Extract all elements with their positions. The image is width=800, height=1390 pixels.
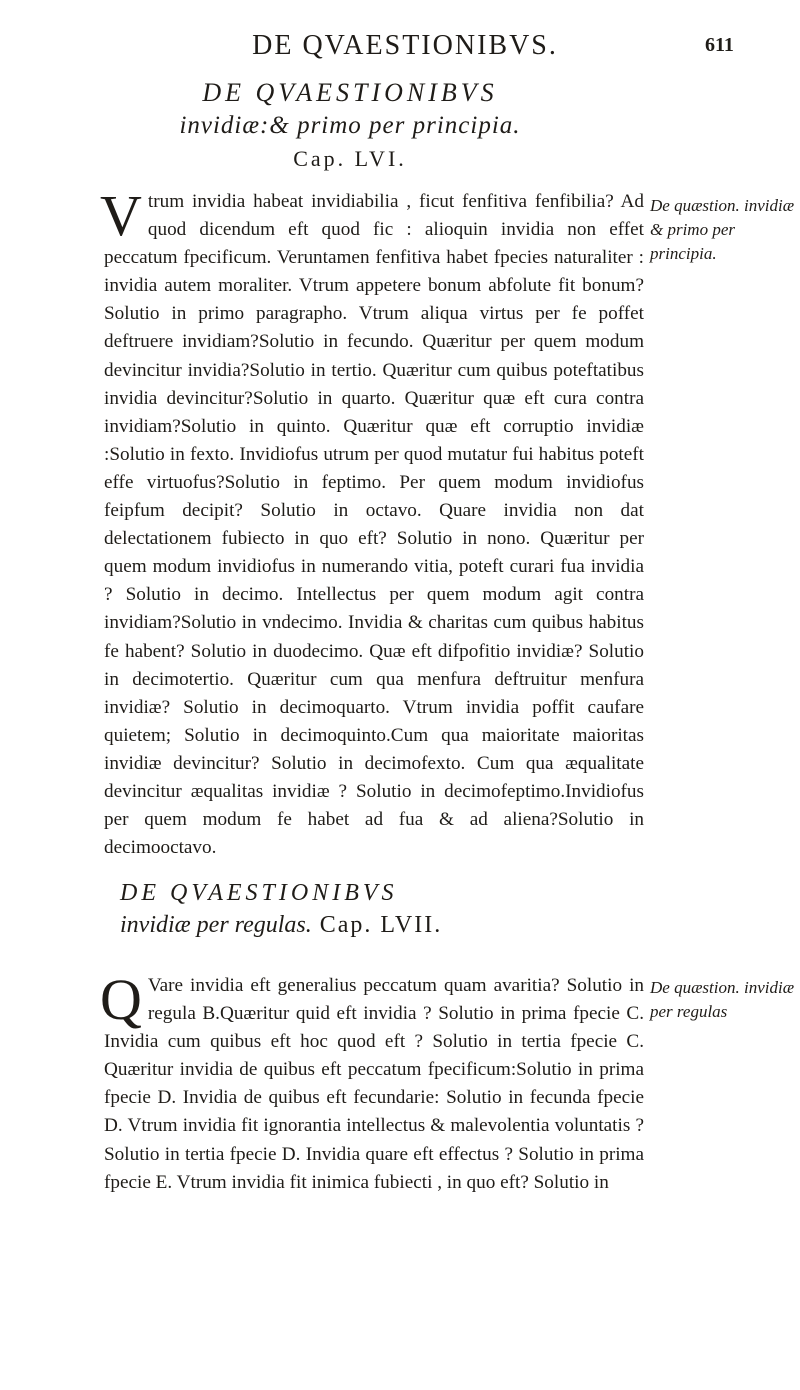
page-number: 611 <box>705 34 734 56</box>
margin-note-chapter-56: De quæstion. invidiæ & primo per principia. <box>650 196 795 263</box>
chapter-57-subtitle: invidiæ per regulas. <box>120 912 312 938</box>
chapter-57-label: Cap. LVII. <box>319 912 443 938</box>
chapter-56-subtitle: invidiæ:& primo per principia. <box>179 112 521 139</box>
dropcap-q: Q <box>100 967 142 1032</box>
chapter-56-title: DE QVAESTIONIBVS <box>202 78 498 107</box>
chapter-56-text: trum invidia habeat invidiabilia , ficut fenfitiva fenfibilia? Ad quod dicendum eft quod fic : alioquin invidia non effet peccatum fpecificum. Veruntamen fenfitiva habet fpecies naturaliter : invidia autem moraliter. Vtrum appetere bonum abfolute fit bonum? Solutio in primo paragrapho. Vtrum aliqua virtus per fe poffet deftruere invidiam?Solutio in fecundo. Quæritur per quem modum devincitur invidia?Solutio in tertio. Quæritur cum quibus poteftatibus invidia devincitur?Solutio in quarto. Quæritur quæ eft cura contra invidiam?Solutio in quinto. Quæritur quæ eft corruptio invidiæ :Solutio in fexto. Invidiofus utrum per quod mutatur fui habitus poteft effe virtuofus?Solutio in feptimo. Per quem modum invidiofus feipfum decipit? Solutio in octavo. Quare invidia non dat delectationem fubiecto in quo eft? Solutio in nono. Quæritur per quem modum invidiofus in numerando vitia, poteft curari fua invidia ? Solutio in decimo. Intellectus per quem modum agit contra invidiam?Solutio in vndecimo. Invidia & charitas cum quibus habitus fe habent? Solutio in duodecimo. Quæ eft difpofitio invidiæ? Solutio in decimotertio. Quæritur cum qua menfura deftruitur menfura invidiæ? Solutio in decimoquarto. Vtrum invidia poffit caufare quietem; Solutio in decimoquinto.Cum qua maioritate maioritas invidiæ devincitur? Solutio in decimofexto. Cum qua æqualitate devincitur æqualitas invidiæ ? Solutio in decimofeptimo.Invidiofus per quem modum fe habet ad fua & ad aliena?Solutio in decimooctavo. <box>104 191 644 859</box>
chapter-57-text: Vare invidia eft generalius peccatum quam avaritia? Solutio in regula B.Quæritur quid eft invidia ? Solutio in prima fpecie C. Invidia cum quibus eft hoc quod eft ? Solutio in tertia fpecie C. Quæritur invidia de quibus eft peccatum fpecificum:Solutio in prima fpecie D. Invidia de quibus eft fecundarie: Solutio in fecunda fpecie D. Vtrum invidia fit ignorantia intellectus & malevolentia voluntatis ? Solutio in tertia fpecie D. Invidia quare eft effectus ? Solutio in prima fpecie E. Vtrum invidia fit inimica fubiecti , in quo eft? Solutio in <box>104 975 644 1193</box>
dropcap-v: V <box>100 183 142 248</box>
margin-note-chapter-57: De quæstion. invidiæ per regulas <box>650 978 795 1021</box>
running-head: DE QVAESTIONIBVS. <box>252 30 558 61</box>
chapter-57-title: DE QVAESTIONIBVS <box>120 880 398 906</box>
chapter-57-heading-line <box>120 912 442 939</box>
chapter-57-paragraph <box>100 967 644 1197</box>
chapter-56-paragraph <box>100 183 644 862</box>
chapter-56-label: Cap. LVI. <box>293 146 407 171</box>
